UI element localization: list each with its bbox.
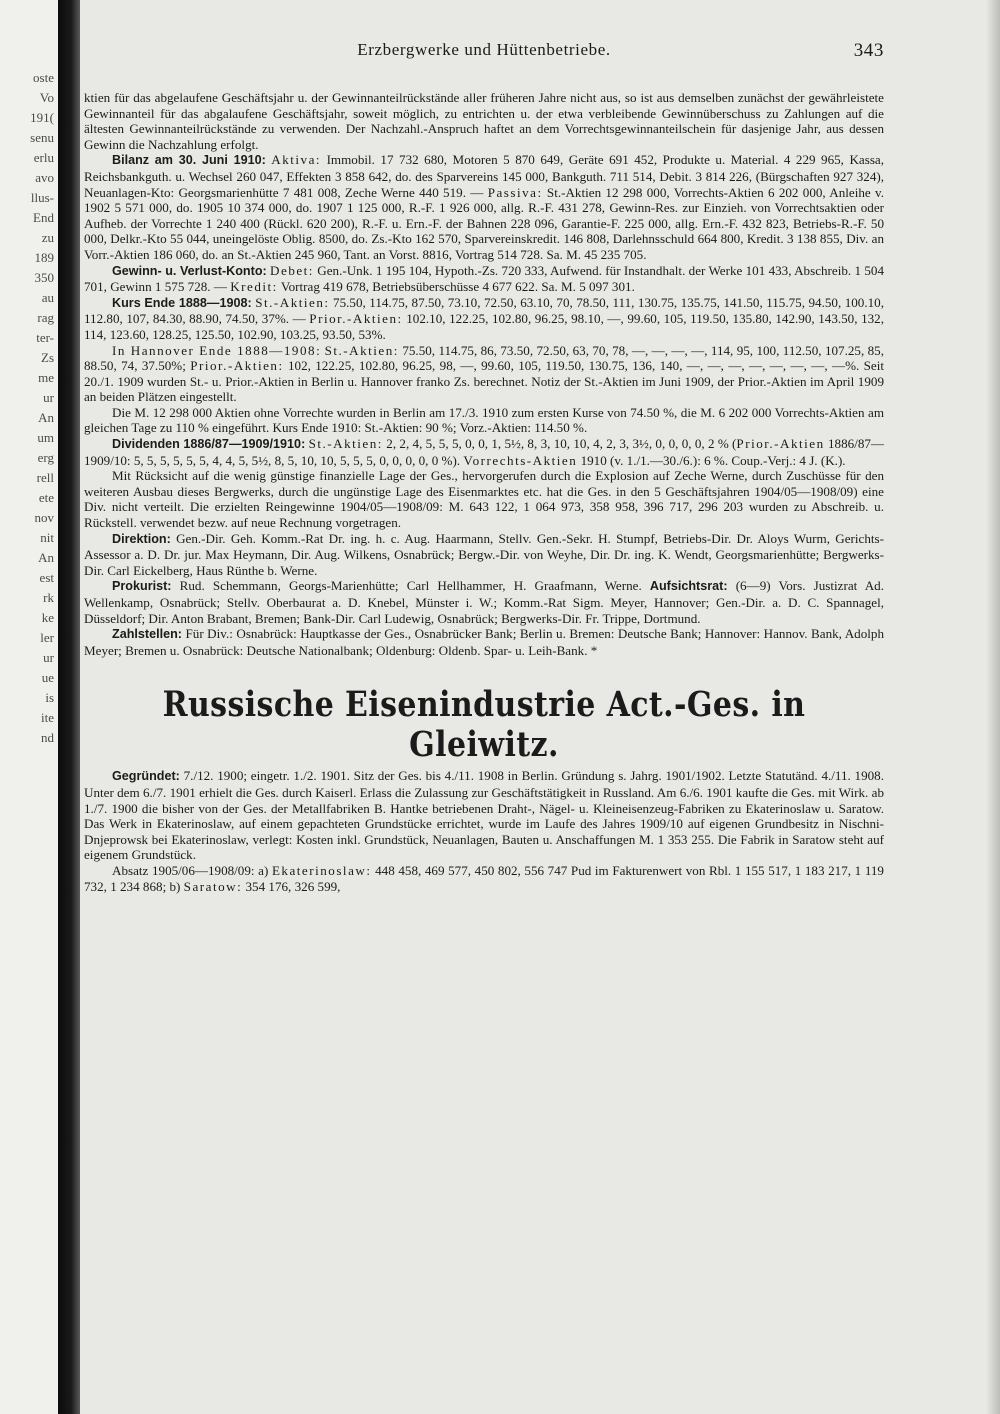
paragraph-dividenden xyxy=(84,436,884,468)
previous-page-fragment: erg xyxy=(37,450,54,465)
previous-page-fragment: ke xyxy=(41,610,54,625)
hannover-prior-text: 102, 122.25, 102.80, 96.25, 98, —, 99.60, 105, 119.50, 130.75, 136, 140, —, —, —, —, —, —, —, —%. Seit 20./1. 1909 wurden St.- u. Prior.-Aktien in Berlin u. Hannover franko Zs. berechnet. Notiz der St.-Aktien im Juni 1909, der Prior.-Aktien im April 1909 an beiden Plätzen eingestellt. xyxy=(84,358,884,405)
previous-page-fragment: est xyxy=(39,570,54,585)
kurs-st-label: St.-Aktien: xyxy=(255,294,330,310)
previous-page-fragment: au xyxy=(41,290,54,305)
absatz-saratow-label: Saratow: xyxy=(183,878,243,894)
div-vorr-text: 1910 (v. 1./1.—30./6.): 6 %. Coup.-Verj.: 4 J. (K.). xyxy=(580,452,846,468)
previous-page-fragment: llus- xyxy=(30,190,54,205)
hannover-prior-label: Prior.-Aktien: xyxy=(190,358,284,374)
previous-page-fragment: oste xyxy=(33,70,54,85)
paragraph-zahlstellen xyxy=(84,626,884,658)
previous-page-fragment: ur xyxy=(43,390,54,405)
previous-page-fragment: nd xyxy=(41,730,54,745)
previous-page-fragment: is xyxy=(45,690,54,705)
company-report-2 xyxy=(84,768,884,894)
previous-page-fragment: rag xyxy=(37,310,54,325)
previous-page-fragment: ter- xyxy=(36,330,54,345)
absatz-text-3: 354 176, 326 599, xyxy=(245,878,341,894)
previous-page-fragment: zu xyxy=(41,230,54,245)
previous-page-fragment: rell xyxy=(36,470,54,485)
running-head xyxy=(84,40,884,74)
kurs-prior-label: Prior.-Aktien: xyxy=(309,311,403,327)
paragraph-intro: ktien für das abgelaufene Geschäftsjahr u. der Gewinnanteilrückstände aller früheren Jahre nicht aus, so ist aus demselben zunächst der gewährleistete Gewinnanteil für das abgalaufene Geschäftsjahr, soweit möglich, zu entrichten u. der etwa verbleibende Gewinnüberschuss zu Zahlungen auf die ältesten Gewinnanteilrückstände zu verwenden. Der Nachzahl.-Anspruch haftet an dem Vorrechtsgewinnanteilschein für dasjenige Jahr, aus dessen Gewinn die Nachzahlung erfolgt. xyxy=(84,90,884,152)
previous-page-fragment: me xyxy=(38,370,54,385)
paragraph-hannover xyxy=(84,343,884,405)
div-st-label: St.-Aktien: xyxy=(308,436,383,452)
previous-page-fragment: nit xyxy=(40,530,54,545)
paragraph-gegruendet xyxy=(84,768,884,863)
previous-page-fragment: 191( xyxy=(30,110,54,125)
prokurist-text: Rud. Schemmann, Georgs-Marienhütte; Carl Hellhammer, H. Graafmann, Werne. xyxy=(179,578,642,594)
hannover-label: In Hannover Ende 1888—1908: xyxy=(112,342,322,358)
hannover-st-label: St.-Aktien: xyxy=(324,342,399,358)
previous-page-fragment: nov xyxy=(34,510,54,525)
company-report-1 xyxy=(84,90,884,658)
previous-page-fragment: End xyxy=(33,210,54,225)
paragraph-absatz xyxy=(84,863,884,894)
paragraph-bilanz xyxy=(84,152,884,262)
kurs-label: Kurs Ende 1888—1908: xyxy=(112,295,252,310)
direktion-text: Gen.-Dir. Geh. Komm.-Rat Dr. ing. h. c. Aug. Haarmann, Stellv. Gen.-Sekr. H. Stumpf, Betriebs-Dir. Dr. Aloys Wurm, Gerichts-Assessor a. D. Dr. jur. Max Heymann, Dir. Aug. Wilkens, Osnabrück; Bergw.-Dir. von Weyhe, Dir. Dr. ing. K. Wendt, Georgsmarienhütte; Bergwerks-Dir. Carl Eickelberg, Haus Rünthe b. Werne. xyxy=(84,530,884,578)
prokurist-label: Prokurist: xyxy=(112,579,172,594)
kurs-st-text: 75.50, 114.75, 87.50, 73.10, 72.50, 63.10, 70, 78.50, 111, 130.75, 135.75, 141.50, 115.75, 94.50, 100.10, 112.80, 107, 84.30, 88.90, 74.50, 37%. — xyxy=(84,294,884,327)
passiva-label: Passiva: xyxy=(487,184,543,200)
hannover-st-text: 75.50, 114.75, 86, 73.50, 72.50, 63, 70, 78, —, —, —, —, 114, 95, 100, 112.50, 107.25, 85, 88.50, 74, 37.50%; xyxy=(84,342,884,374)
direktion-label: Direktion: xyxy=(112,531,171,546)
debet-label: Debet: xyxy=(270,262,314,278)
bilanz-aktiva-text: Immobil. 17 732 680, Motoren 5 870 649, Geräte 691 452, Produkte u. Material. 4 229 965, Kassa, Reichsbankguth. u. Wechsel 260 047, Effekten 3 858 642, do. des Sparvereins 145 000, Bankguth. 711 514, Debit. 3 814 226, (Bürgschaften 927 324), Neuanlagen-Kto: Georgsmarienhütte 7 481 008, Zeche Werne 440 519. — xyxy=(84,152,884,200)
gv-kredit-text: Vortrag 419 678, Betriebsüberschüsse 4 677 622. Sa. M. 5 097 301. xyxy=(280,279,635,295)
page-edge-shadow xyxy=(986,0,1000,1414)
bilanz-label: Bilanz am 30. Juni 1910: xyxy=(112,153,266,168)
running-title: Erzbergwerke und Hüttenbetriebe. xyxy=(357,40,611,59)
previous-page-fragment: ite xyxy=(41,710,54,725)
paragraph-direktion xyxy=(84,531,884,579)
previous-page-fragment: avo xyxy=(35,170,54,185)
page-content xyxy=(84,40,884,1400)
kurs-prior-text: 102.10, 122.25, 102.80, 96.25, 98.10, —, 99.60, 105, 119.50, 135.80, 142.90, 143.50, 132, 114, 123.60, 128.25, 125.50, 102.90, 103.25, 93.50, 53%. xyxy=(84,311,884,342)
previous-page-fragment: ete xyxy=(38,490,54,505)
previous-page-fragment: Vo xyxy=(39,90,54,105)
previous-page-fragment: An xyxy=(38,550,54,565)
previous-page-fragment: Zs xyxy=(41,350,54,365)
paragraph-kurs xyxy=(84,295,884,343)
absatz-text: Absatz 1905/06—1908/09: a) xyxy=(112,862,269,878)
zahlstellen-text: Für Div.: Osnabrück: Hauptkasse der Ges., Osnabrücker Bank; Berlin u. Bremen: Deutsche Bank; Hannover: Hannov. Bank, Adolph Meyer; Bremen u. Osnabrück: Deutsche Nationalbank; Oldenburg: Oldenb. Spar- u. Leih-Bank. * xyxy=(84,626,884,658)
absatz-ekaterinoslaw-label: Ekaterinoslaw: xyxy=(271,862,372,878)
previous-page-fragment: um xyxy=(37,430,54,445)
bilanz-passiva-text: St.-Aktien 12 298 000, Vorrechts-Aktien 6 202 000, Anleihe v. 1902 5 571 000, do. 1905 10 374 000, do. 1907 1 125 000, R.-F. 1 926 000, allg. R.-F. 431 278, Gewinn-Res. zur Einzieh. von Vorrechtsaktien oder Aufheb. der Vorrechte 1 240 400 (Rückl. 620 200), R.-F. u. Ern.-F. der Bahnen 228 096, Garantie-F. 225 000, allg. Ern.-F. 432 823, Betriebs-R.-F. 50 000, Delkr.-Kto 55 044, uneingelöste Oblig. 8500, do. Zs.-Kto 162 570, Sparvereinskredit. 146 808, Darlehnsschuld 664 800, Kredit. 3 138 855, Div. an Vorr.-Aktien 186 060, do. an St.-Aktien 245 960, Tant. an Vorst. 8816, Vortrag 514 728. Sa. M. 45 235 705. xyxy=(84,184,885,262)
paragraph-prokurist xyxy=(84,578,884,626)
previous-page-fragment: ler xyxy=(40,630,54,645)
previous-page-fragment: An xyxy=(38,410,54,425)
paragraph-zulassung: Die M. 12 298 000 Aktien ohne Vorrechte wurden in Berlin am 17./3. 1910 zum ersten Kurse von 74.50 %, die M. 6 202 000 Vorrechts-Aktien am gleichen Tage zu 110 % eingeführt. Kurs Ende 1910: St.-Aktien: 90 %; Vorz.-Aktien: 114.50 %. xyxy=(84,404,884,436)
previous-page-fragment: rk xyxy=(43,590,54,605)
zahlstellen-label: Zahlstellen: xyxy=(112,627,182,642)
page-number: 343 xyxy=(853,40,884,61)
previous-page-fragment: 189 xyxy=(34,250,54,265)
previous-page-fragment: ur xyxy=(43,650,54,665)
absatz-text-2: 448 458, 469 577, 450 802, 556 747 Pud im Fakturenwert von Rbl. 1 155 517, 1 183 217, 1 119 732, 1 234 868; b) xyxy=(84,862,884,894)
aufsichtsrat-label: Aufsichtsrat: xyxy=(649,579,728,594)
div-prior-text: 1886/87—1909/10: 5, 5, 5, 5, 5, 5, 4, 4, 5, 5½, 8, 5, 10, 10, 5, 5, 5, 0, 0, 0, 0, 0 %). xyxy=(84,436,885,468)
div-st-text: 2, 2, 4, 5, 5, 5, 0, 0, 1, 5½, 8, 3, 10, 10, 4, 2, 3, 3½, 0, 0, 0, 0, 2 % ( xyxy=(386,436,737,452)
previous-page-edge xyxy=(0,0,58,1414)
company-heading: Russische Eisenindustrie Act.-Ges. in Gleiwitz. xyxy=(162,685,806,766)
previous-page-fragment: erlu xyxy=(33,150,54,165)
gegruendet-text: 7./12. 1900; eingetr. 1./2. 1901. Sitz der Ges. bis 4./11. 1908 in Berlin. Gründung s. Jahrg. 1901/1902. Letzte Statutänd. 4./11. 1908. Unter dem 6./7. 1901 erhielt die Ges. durch Kaiserl. Erlass die Zulassung zur Geschäftstätigkeit in Russland. Am 6./6. 1901 kaufte die Ges. mit Wirk. ab 1./7. 1900 die bisher von der Ges. der Metallfabriken B. Hantke betriebenen Draht-, Nägel- u. Kleineisenzeug-Fabriken zu Ekaterinoslaw u. Saratow. Das Werk in Ekaterinoslaw, auf einem gepachteten Grundstücke errichtet, wurde im Laufe des Jahres 1909/10 auf eigenen Grundbesitz in Nischni-Dnjeprowsk bei Ekaterinoslaw, verlegt: Kosten inkl. Grundstück, Neuanlagen, Bauten u. Anschaffungen M. 1 353 255. Die Fabrik in Saratow steht auf eigenem Grundstück. xyxy=(84,768,884,863)
div-prior-label: Prior.-Aktien xyxy=(736,436,825,452)
paragraph-gewinn-verlust xyxy=(84,263,884,295)
previous-page-fragment: ue xyxy=(41,670,54,685)
book-binding-shadow xyxy=(58,0,80,1414)
previous-page-fragment: 350 xyxy=(34,270,54,285)
div-label: Dividenden 1886/87—1909/1910: xyxy=(112,437,306,452)
gv-label: Gewinn- u. Verlust-Konto: xyxy=(112,263,267,278)
previous-page-fragment: senu xyxy=(30,130,54,145)
div-vorr-label: Vorrechts-Aktien xyxy=(463,452,578,468)
gegruendet-label: Gegründet: xyxy=(112,769,180,784)
paragraph-ruecksicht: Mit Rücksicht auf die wenig günstige finanzielle Lage der Ges., hervorgerufen durch die Explosion auf Zeche Werne, durch Zuschüsse für den weiteren Ausbau dieses Bergwerks, durch die ungünstige Lage des Eisenmarktes etc. hat die Ges. in den 5 Geschäftsjahren 1904/05—1908/09) eine Div. nicht verteilt. Die erzielten Reingewinne 1904/05—1908/09: M. 643 122, 1 064 973, 358 958, 396 717, 296 203 wurden zu Abschreib. u. Rückstell. verwendet bezw. auf neue Rechnung vorgetragen. xyxy=(84,468,884,531)
gv-debet-text: Gen.-Unk. 1 195 104, Hypoth.-Zs. 720 333, Aufwend. für Instandhalt. der Werke 101 433, Abschreib. 1 504 701, Gewinn 1 575 728. — xyxy=(84,262,885,295)
kredit-label: Kredit: xyxy=(230,279,278,295)
aufsichtsrat-text: (6—9) Vors. Justizrat Ad. Wellenkamp, Osnabrück; Stellv. Oberbaurat a. D. Knebel, Münster i. W.; Komm.-Rat Sigm. Meyer, Hannover; Gen.-Dir. a. D. C. Spannagel, Düsseldorf; Dir. Anton Brabant, Bremen; Bank-Dir. Carl Ludewig, Osnabrück; Bergwerks-Dir. Fr. Trippe, Dortmund. xyxy=(84,578,884,626)
aktiva-label: Aktiva: xyxy=(271,152,322,168)
